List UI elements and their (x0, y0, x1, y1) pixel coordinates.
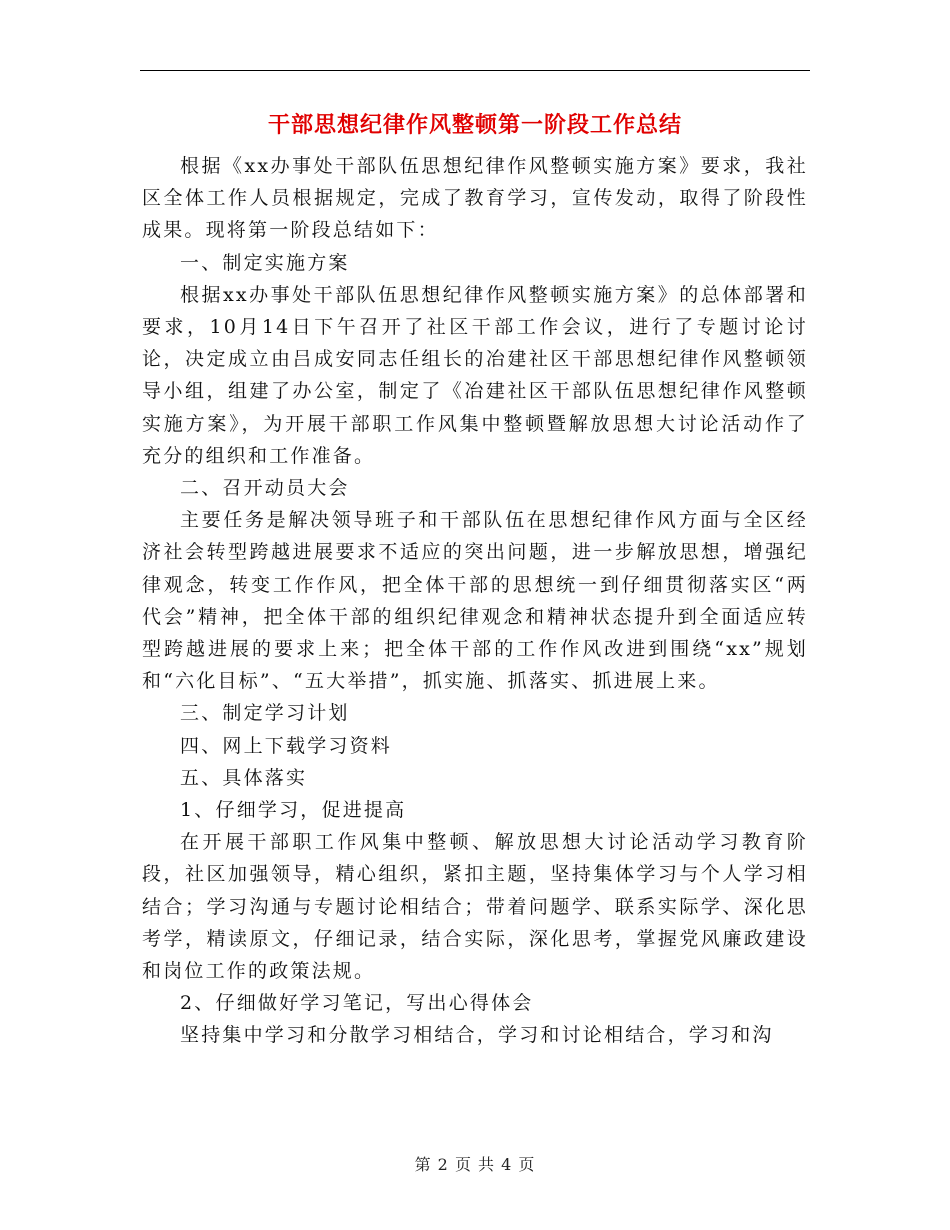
heading-section-2: 二、召开动员大会 (180, 477, 350, 500)
heading-section-5: 五、具体落实 (180, 766, 308, 789)
subheading-5-1: 1、仔细学习，促进提高 (180, 799, 407, 822)
paragraph-section-2: 主要任务是解决领导班子和干部队伍在思想纪律作风方面与全区经济社会转型跨越进展要求不适应的突出问题，进一步解放思想，增强纪律观念，转变工作作风，把全体干部的思想统一到仔细贯彻落实区“两代会”精神，把全体干部的组织纪律观念和精神状态提升到全面适应转型跨越进展的要求上来；把全体干部的工作作风改进到围绕“xx”规划和“六化目标”、“五大举措”，抓实施、抓落实、抓进展上来。 (142, 509, 808, 693)
paragraph-5-1: 在开展干部职工作风集中整顿、解放思想大讨论活动学习教育阶段，社区加强领导，精心组织，紧扣主题，坚持集体学习与个人学习相结合；学习沟通与专题讨论相结合；带着问题学、联系实际学、深化思考学，精读原文，仔细记录，结合实际，深化思考，掌握党风廉政建设和岗位工作的政策法规。 (142, 831, 808, 983)
heading-section-4: 四、网上下载学习资料 (180, 734, 393, 757)
paragraph-section-1: 根据xx办事处干部队伍思想纪律作风整顿实施方案》的总体部署和要求，10月14日下午召开了社区干部工作会议，进行了专题讨论讨论，决定成立由吕成安同志任组长的冶建社区干部思想纪律作风整顿领导小组，组建了办公室，制定了《冶建社区干部队伍思想纪律作风整顿实施方案》，为开展干部职工作风集中整顿暨解放思想大讨论活动作了充分的组织和工作准备。 (142, 283, 808, 467)
paragraph-5-2: 坚持集中学习和分散学习相结合，学习和讨论相结合，学习和沟 (180, 1024, 774, 1047)
page-number: 第 2 页 共 4 页 (414, 1155, 536, 1174)
header-rule (140, 70, 810, 71)
paragraph-intro: 根据《xx办事处干部队伍思想纪律作风整顿实施方案》要求，我社区全体工作人员根据规定，完成了教育学习，宣传发动，取得了阶段性成果。现将第一阶段总结如下： (142, 155, 808, 242)
document-title: 干部思想纪律作风整顿第一阶段工作总结 (267, 112, 682, 138)
subheading-5-2: 2、仔细做好学习笔记，写出心得体会 (180, 992, 534, 1015)
heading-section-1: 一、制定实施方案 (180, 251, 350, 274)
heading-section-3: 三、制定学习计划 (180, 702, 350, 725)
document-body (142, 150, 808, 1052)
